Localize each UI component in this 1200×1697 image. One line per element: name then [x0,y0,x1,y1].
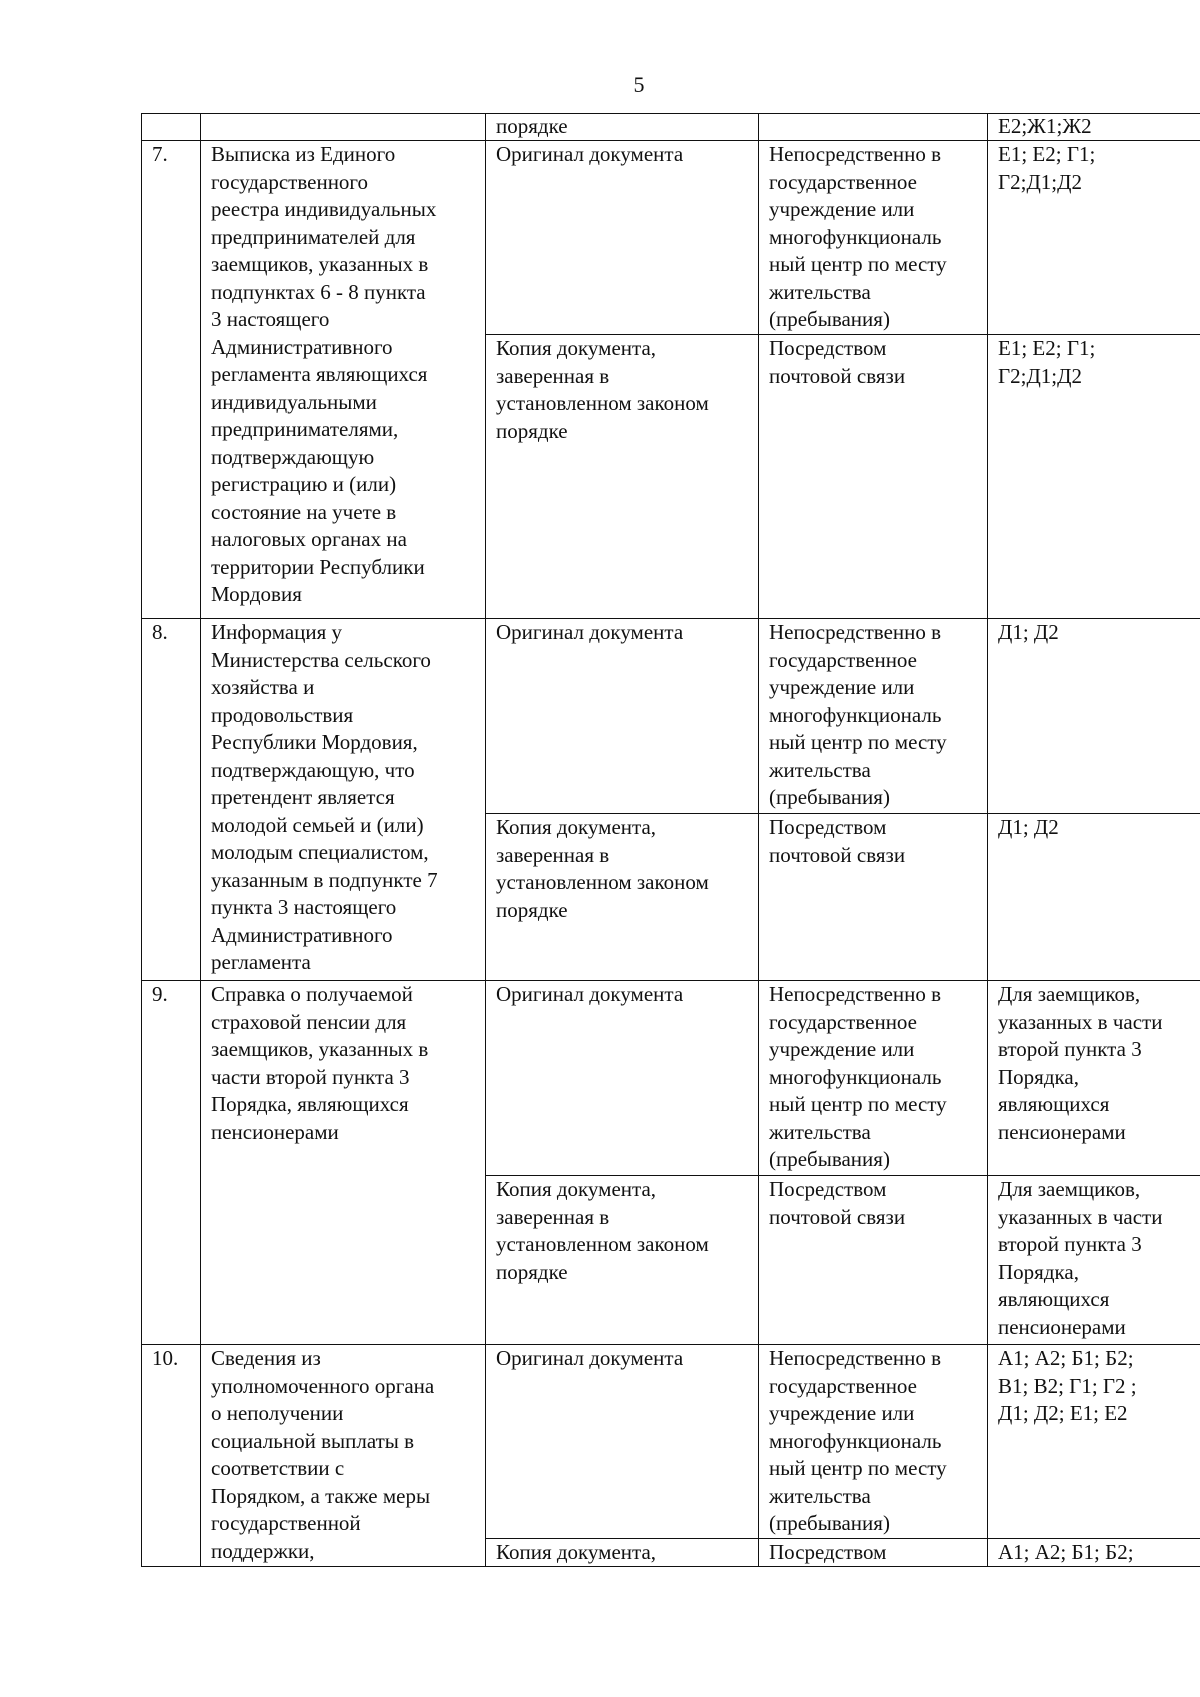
cell-form: порядке [486,114,759,141]
cell-num: 10. [142,1345,201,1567]
cell-way: Непосредственно в государственное учреждение или многофункциональ ный центр по месту жительства (пребывания) [759,619,988,814]
cell-form: Оригинал документа [486,981,759,1176]
cell-categories: Е2;Ж1;Ж2 [988,114,1200,141]
cell-way: Непосредственно в государственное учреждение или многофункциональ ный центр по месту жительства (пребывания) [759,1345,988,1539]
cell-way: Непосредственно в государственное учреждение или многофункциональ ный центр по месту жительства (пребывания) [759,141,988,335]
table-row-continued [142,114,1200,141]
cell-name [201,114,486,141]
cell-categories: Е1; Е2; Г1; Г2;Д1;Д2 [988,335,1200,619]
table-row [142,981,1200,1176]
page-number: 5 [633,72,645,97]
cell-num: 7. [142,141,201,619]
cell-form: Копия документа, заверенная в установленном законом порядке [486,335,759,619]
cell-form: Оригинал документа [486,619,759,814]
table-row [142,1345,1200,1539]
documents-table [141,113,1200,1567]
cell-name: Справка о получаемой страховой пенсии для заемщиков, указанных в части второй пункта 3 Порядка, являющихся пенсионерами [201,981,486,1345]
cell-num: 8. [142,619,201,981]
cell-name: Информация у Министерства сельского хозяйства и продовольствия Республики Мордовия, подтверждающую, что претендент является молодой семьей и (или) молодым специалистом, указанным в подпункте 7 пункта 3 настоящего Административного регламента [201,619,486,981]
cell-form: Оригинал документа [486,141,759,335]
cell-form: Копия документа, [486,1538,759,1567]
table-row [142,141,1200,335]
cell-name: Сведения из уполномоченного органа о неполучении социальной выплаты в соответствии с Порядком, а также меры государственной поддержки, [201,1345,486,1567]
cell-categories: Д1; Д2 [988,619,1200,814]
cell-categories: Для заемщиков, указанных в части второй пункта 3 Порядка, являющихся пенсионерами [988,981,1200,1176]
cell-categories: А1; А2; Б1; Б2; В1; В2; Г1; Г2 ; Д1; Д2; Е1; Е2 [988,1345,1200,1539]
cell-categories: Д1; Д2 [988,814,1200,981]
cell-num: 9. [142,981,201,1345]
cell-form: Копия документа, заверенная в установленном законом порядке [486,814,759,981]
cell-form: Копия документа, заверенная в установленном законом порядке [486,1176,759,1345]
cell-num [142,114,201,141]
cell-way: Посредством [759,1538,988,1567]
cell-way: Посредством почтовой связи [759,814,988,981]
cell-categories: Е1; Е2; Г1; Г2;Д1;Д2 [988,141,1200,335]
cell-way: Посредством почтовой связи [759,335,988,619]
cell-name: Выписка из Единого государственного реестра индивидуальных предпринимателей для заемщиков, указанных в подпунктах 6 - 8 пункта 3 настоящего Административного регламента являющихся индивидуальными предпринимателями, подтверждающую регистрацию и (или) состояние на учете в налоговых органах на территории Республики Мордовия [201,141,486,619]
cell-way [759,114,988,141]
cell-categories: Для заемщиков, указанных в части второй пункта 3 Порядка, являющихся пенсионерами [988,1176,1200,1345]
cell-way: Непосредственно в государственное учреждение или многофункциональ ный центр по месту жительства (пребывания) [759,981,988,1176]
cell-way: Посредством почтовой связи [759,1176,988,1345]
cell-form: Оригинал документа [486,1345,759,1539]
table-row [142,619,1200,814]
cell-categories: А1; А2; Б1; Б2; [988,1538,1200,1567]
